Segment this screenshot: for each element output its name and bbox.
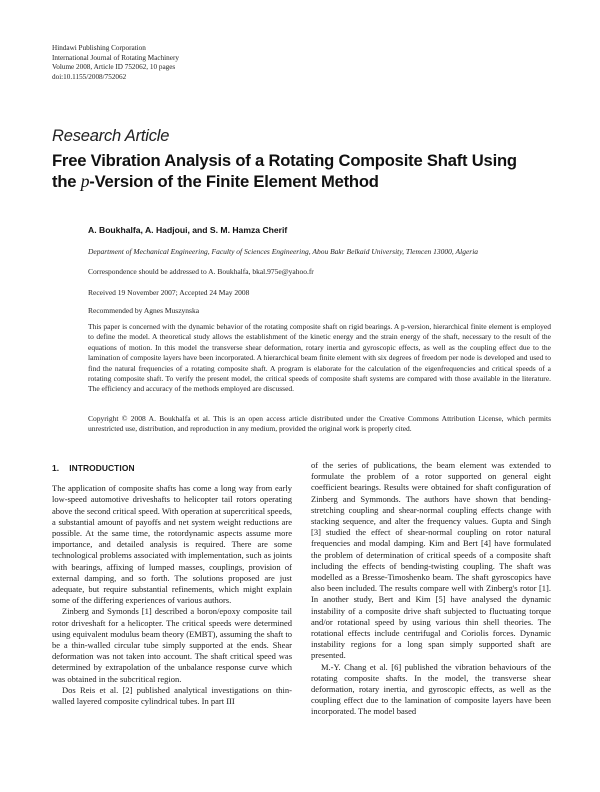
recommended-by: Recommended by Agnes Muszynska bbox=[88, 306, 200, 315]
copyright-notice: Copyright © 2008 A. Boukhalfa et al. This is an open access article distributed under the Creative Commons Attribution License, which permits unrestricted use, distribution, and reproduction in any medium, provided the original work is properly cited. bbox=[88, 414, 551, 434]
authors: A. Boukhalfa, A. Hadjoui, and S. M. Hamza Cherif bbox=[88, 225, 288, 235]
publisher-name: Hindawi Publishing Corporation bbox=[52, 44, 146, 52]
doi: doi:10.1155/2008/752062 bbox=[52, 72, 127, 81]
paragraph: M.-Y. Chang et al. [6] published the vibration behaviours of the rotating composite shafts. In the model, the transverse shear deformation, rotary inertia, and gyroscopic effects, as well as the coupling effect due to the lamination of composite layers have been incorporated. The model based bbox=[311, 661, 551, 717]
right-column bbox=[311, 460, 551, 718]
article-type: Research Article bbox=[52, 127, 170, 145]
paragraph: of the series of publications, the beam element was extended to formulate the problem of a rotor supported on general eight coefficient bearings. Results were obtained for shaft configuration of Zinberg and Symmonds. The authors have shown that bending-stretching coupling and shear-normal coupling effects change with stacking sequence, and alter the frequency values. Gupta and Singh [3] studied the effect of shear-normal coupling on rotor natural frequencies and modal damping. Kim and Bert [4] have formulated the problem of determination of critical speeds of a composite shaft including the effects of bending-twisting coupling. The shaft was modelled as a Bresse-Timoshenko beam. The shaft gyroscopics have also been included. The results compare well with Zinberg's rotor [1]. In another study, Bert and Kim [5] have analysed the dynamic instability of a composite drive shaft subjected to fluctuating torque and/or rotational speed by using various thin shell theories. The rotational effects include centrifugal and Coriolis forces. Dynamic instability regions for a long span simply supported shaft are presented. bbox=[311, 460, 551, 661]
section-title: INTRODUCTION bbox=[69, 463, 135, 473]
paragraph: Dos Reis et al. [2] published analytical investigations on thin-walled layered composite cylindrical tubes. In part III bbox=[52, 684, 292, 707]
received-accepted-dates: Received 19 November 2007; Accepted 24 May 2008 bbox=[88, 288, 250, 297]
affiliation: Department of Mechanical Engineering, Faculty of Sciences Engineering, Abou Bakr Belkaid University, Tlemcen 13000, Algeria bbox=[88, 247, 479, 256]
section-number: 1. bbox=[52, 463, 60, 473]
journal-name: International Journal of Rotating Machinery bbox=[52, 53, 179, 62]
section-heading bbox=[52, 463, 292, 474]
left-column bbox=[52, 460, 292, 707]
title-suffix: -Version of the Finite Element Method bbox=[89, 172, 379, 191]
journal-header bbox=[52, 44, 179, 82]
volume-info: Volume 2008, Article ID 752062, 10 pages bbox=[52, 63, 176, 72]
paper-title bbox=[52, 150, 552, 192]
correspondence: Correspondence should be addressed to A. Boukhalfa, bkal.975e@yahoo.fr bbox=[88, 267, 314, 276]
paragraph: Zinberg and Symonds [1] described a boron/epoxy composite tail rotor driveshaft for a helicopter. The critical speeds were determined using equivalent modulus beam theory (EMBT), assuming the shaft to be a thin-walled circular tube simply supported at the ends. Shear deformation was not taken into account. The shaft critical speed was determined by extrapolation of the unbalance response curve which was obtained in the subcritical region. bbox=[52, 606, 292, 684]
title-line-1: Free Vibration Analysis of a Rotating Composite Shaft Using bbox=[52, 151, 517, 170]
paragraph: The application of composite shafts has come a long way from early low-speed automotive driveshafts to helicopter tail rotors operating above the second critical speed. With operation at supercritical speeds, a substantial amount of payoffs and net system weight reductions are possible. At the same time, the rotordynamic aspects assume more importance, and detailed analysis is required. There are some technological problems associated with implementation, such as joints with bearings, affixing of lumped masses, couplings, provision of external damping, and so forth. The solutions proposed are just adequate, but require substantial refinements, which might explain some of the differing experiences of various authors. bbox=[52, 483, 293, 606]
abstract: This paper is concerned with the dynamic behavior of the rotating composite shaft on rigid bearings. A p-version, hierarchical finite element is employed to define the model. A theoretical study allows the establishment of the kinetic energy and the strain energy of the shaft, necessary to the result of the equations of motion. In this model the transverse shear deformation, rotary inertia and gyroscopic effects, as well as the coupling effect due to the lamination of composite layers have been incorporated. A hierarchical beam finite element with six degrees of freedom per node is developed and used to find the natural frequencies of a rotating composite shaft. A program is elaborate for the calculation of the eigenfrequencies and critical speeds of a rotating composite shaft. To verify the present model, the critical speeds of composite shaft systems are compared with those available in the literature. The efficiency and accuracy of the methods employed are discussed. bbox=[88, 322, 551, 394]
title-prefix: the bbox=[52, 172, 81, 191]
title-symbol: p bbox=[80, 171, 90, 191]
title-line-2 bbox=[52, 171, 552, 192]
